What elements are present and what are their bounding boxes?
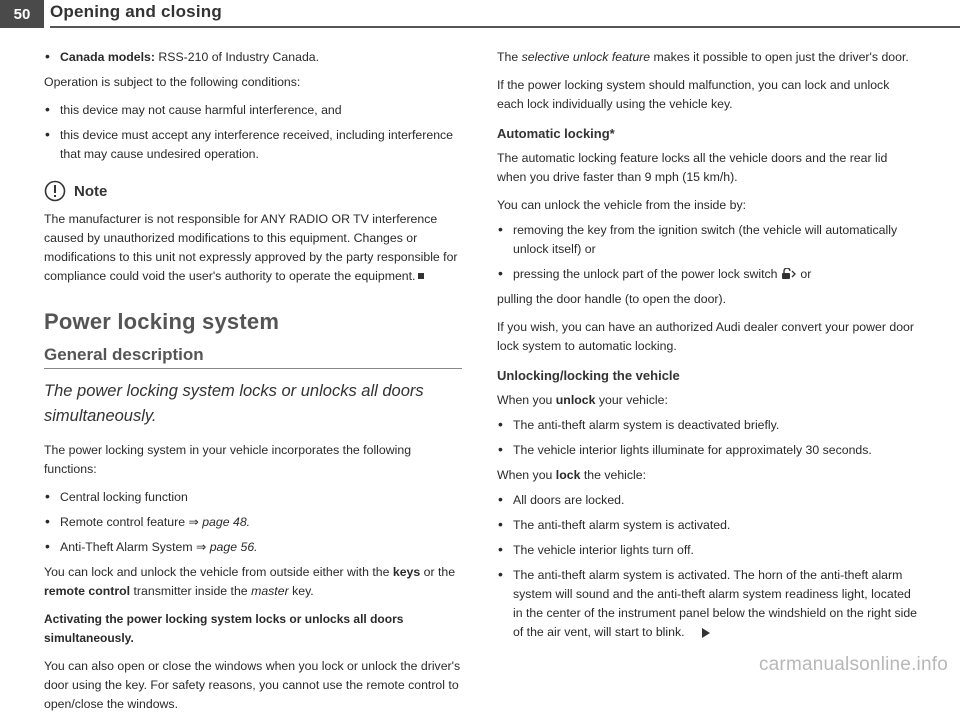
functions-intro: The power locking system in your vehicle incorporates the following functions:: [44, 443, 412, 476]
unlock-inside-item: • pressing the unlock part of the power lock switch or: [497, 265, 917, 284]
right-column: [497, 48, 917, 648]
lock-effect-item: • The anti-theft alarm system is activated.: [497, 516, 917, 535]
continue-arrow-icon: [701, 627, 711, 639]
section-title: Opening and closing: [50, 2, 222, 21]
function-item: • Anti-Theft Alarm System ⇒ page 56.: [44, 538, 464, 557]
end-mark-icon: [418, 273, 424, 279]
conditions-intro: Operation is subject to the following conditions:: [44, 75, 301, 89]
page-number: 50: [0, 0, 44, 28]
caution-icon: [44, 180, 66, 202]
sub-heading: General description: [44, 345, 204, 364]
unlock-inside-item: • removing the key from the ignition switch (the vehicle will automatically unlock itself) or: [497, 221, 917, 259]
page-ref-link[interactable]: ⇒ page 48.: [188, 515, 251, 529]
windows-paragraph: You can also open or close the windows when you lock or unlock the driver's door using the key. For safety reasons, you cannot use the remote control to open/close the windows.: [44, 659, 461, 711]
when-lock-intro: When you lock the vehicle:: [497, 468, 647, 482]
when-unlock-intro: When you unlock your vehicle:: [497, 393, 668, 407]
left-column: [44, 48, 464, 723]
page-ref-link[interactable]: ⇒ page 56.: [196, 540, 258, 554]
automatic-locking-heading: Automatic locking*: [497, 126, 615, 141]
unlocking-locking-heading: Unlocking/locking the vehicle: [497, 368, 680, 383]
dealer-paragraph: If you wish, you can have an authorized Audi dealer convert your power door lock system to automatic locking.: [497, 320, 914, 353]
note-text: The manufacturer is not responsible for ANY RADIO OR TV interference caused by unauthorized modifications to this equipment. Changes or modifications to this unit not expressly approved by the party responsible for compliance could void the user's authority to operate the equipment.: [44, 212, 458, 283]
header-rule: [50, 26, 960, 28]
condition-item: • this device may not cause harmful interference, and: [44, 101, 464, 120]
condition-item: • this device must accept any interference received, including interference that may cause undesired operation.: [44, 126, 464, 164]
canada-bullet: [44, 48, 464, 67]
unlock-effect-item: • The anti-theft alarm system is deactivated briefly.: [497, 416, 917, 435]
unlock-switch-icon: [781, 268, 797, 280]
lead-text: The power locking system locks or unlocks all doors simultaneously.: [44, 382, 424, 425]
automatic-locking-text: The automatic locking feature locks all the vehicle doors and the rear lid when you drive faster than 9 mph (15 km/h).: [497, 151, 888, 184]
lock-effect-item: • The vehicle interior lights turn off.: [497, 541, 917, 560]
note-label: Note: [74, 182, 108, 200]
canada-text: RSS-210 of Industry Canada.: [154, 50, 320, 64]
main-heading: Power locking system: [44, 309, 280, 334]
function-item: • Central locking function: [44, 488, 464, 507]
function-item: • Remote control feature ⇒ page 48.: [44, 513, 464, 532]
note-heading: [44, 180, 464, 202]
page-header: [0, 0, 960, 28]
pulling-paragraph: pulling the door handle (to open the door).: [497, 292, 727, 306]
unlock-inside-intro: You can unlock the vehicle from the inside by:: [497, 198, 747, 212]
unlock-effect-item: • The vehicle interior lights illuminate for approximately 30 seconds.: [497, 441, 917, 460]
selective-paragraph: The selective unlock feature makes it possible to open just the driver's door.: [497, 50, 909, 64]
sub-heading-rule: [44, 368, 462, 369]
activating-bold: Activating the power locking system locks or unlocks all doors simultaneously.: [44, 612, 404, 645]
malfunction-paragraph: If the power locking system should malfunction, you can lock and unlock each lock individually using the vehicle key.: [497, 78, 890, 111]
lock-effect-item: • All doors are locked.: [497, 491, 917, 510]
lock-effect-item: • The anti-theft alarm system is activated. The horn of the anti-theft alarm system will sound and the anti-theft alarm system readiness light, located in the center of the instrument panel below the windshield on the right side of the air vent, will start to blink.: [497, 566, 917, 642]
canada-label: Canada models:: [60, 50, 155, 64]
watermark: carmanualsonline.info: [758, 654, 948, 675]
keys-paragraph: You can lock and unlock the vehicle from outside either with the keys or the remote control transmitter inside the master key.: [44, 565, 456, 598]
